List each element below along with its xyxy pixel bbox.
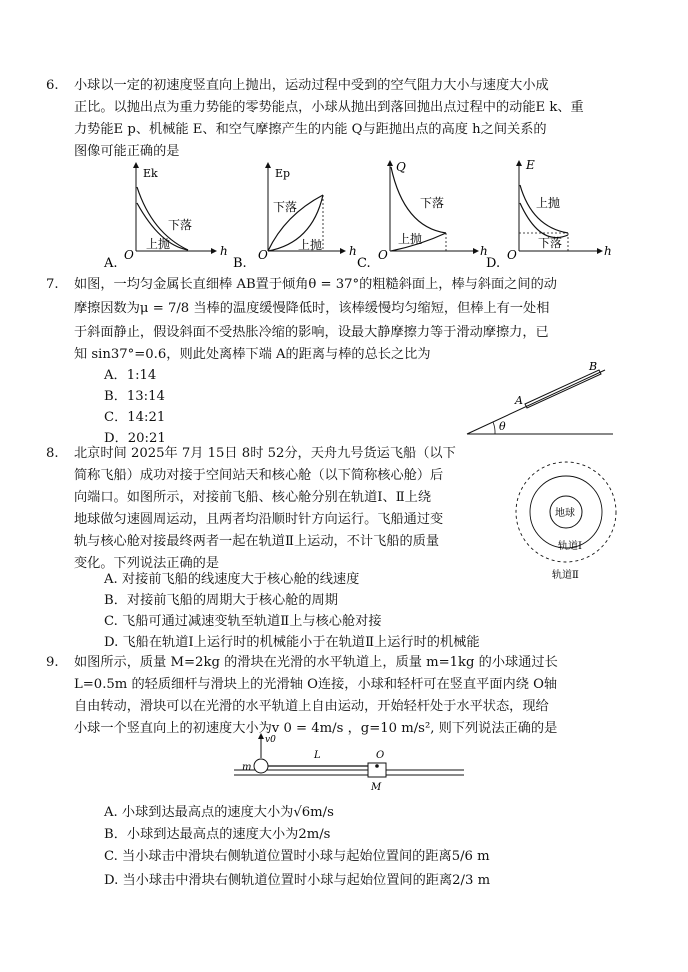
question-text-line: 如图，一均匀金属长直细棒 AB置于倾角θ = 37°的粗糙斜面上，棒与斜面之间的动 (74, 277, 557, 292)
graph-down-label: 下落 (273, 200, 298, 214)
graph-ylabel: Q (396, 160, 406, 174)
graph-ylabel: E (526, 158, 535, 172)
graph-up-label: 上抛 (398, 232, 423, 246)
graph-letter: A. (104, 256, 118, 271)
graph-origin: O (124, 248, 134, 262)
graph-c (357, 160, 488, 271)
point-a-label: A (515, 394, 523, 407)
q7-incline-figure (465, 358, 615, 438)
q8-orbit-figure (508, 452, 638, 582)
option-a[interactable]: A. 小球到达最高点的速度大小为√6m/s (104, 805, 334, 820)
earth-label: 地球 (555, 508, 575, 519)
q6-graphs (0, 155, 688, 275)
option-d[interactable]: D. 当小球击中滑块右侧轨道位置时小球与起始位置间的距离2/3 m (104, 873, 491, 888)
question-text-line: 北京时间 2025年 7月 15日 8时 52分，天舟九号货运飞船（以下 (74, 446, 456, 461)
graph-origin: O (507, 248, 517, 262)
question-text-line: L=0.5m 的轻质细杆与滑块上的光滑轴 O连接，小球和轻杆可在竖直平面内绕 O轴 (74, 677, 558, 692)
theta-label: θ (499, 420, 506, 433)
question-text-line: 于斜面静止，假设斜面不受热胀冷缩的影响，设最大静摩擦力等于滑动摩擦力，已 (74, 325, 549, 340)
graph-down-label: 下落 (168, 218, 193, 232)
option-b[interactable]: B．13:14 (104, 389, 165, 404)
rod-length-label: L (314, 750, 321, 761)
point-b-label: B (589, 360, 598, 373)
graph-origin: O (258, 248, 268, 262)
ball-mass-label: m (242, 762, 252, 773)
v0-label: v0 (265, 735, 276, 745)
orbit-2-label: 轨道Ⅱ (552, 570, 579, 581)
graph-ylabel: Ep (275, 167, 291, 180)
question-number: 6. (46, 78, 59, 93)
option-b[interactable]: B．对接前飞船的周期大于核心舱的周期 (104, 593, 338, 608)
question-text-line: 简称飞船）成功对接于空间站天和核心舱（以下简称核心舱）后 (74, 468, 444, 483)
question-text-line: 向端口。如图所示，对接前飞船、核心舱分别在轨道Ⅰ、Ⅱ上绕 (74, 490, 432, 505)
graph-a (103, 163, 228, 271)
option-d[interactable]: D. 飞船在轨道Ⅰ上运行时的机械能小于在轨道Ⅱ上运行时的机械能 (104, 635, 480, 650)
question-text-line: 轨与核心舱对接最终两者一起在轨道Ⅱ上运动，不计飞船的质量 (74, 534, 440, 549)
option-a[interactable]: A．1:14 (104, 368, 157, 383)
graph-down-label: 下落 (420, 196, 445, 210)
graph-origin: O (378, 248, 388, 262)
option-b[interactable]: B．小球到达最高点的速度大小为2m/s (104, 827, 331, 842)
graph-up-label: 上抛 (146, 237, 171, 251)
orbit-1-label: 轨道Ⅰ (558, 541, 582, 552)
graph-xlabel: h (480, 244, 488, 258)
question-text-line: 摩擦因数为μ = 7/8 当棒的温度缓慢降低时，该棒缓慢均匀缩短，但棒上有一处相 (74, 301, 550, 316)
axis-o-label: O (376, 750, 385, 761)
graph-d (486, 158, 612, 271)
option-d[interactable]: D．20:21 (104, 431, 166, 446)
slider-mass-label: M (371, 782, 382, 792)
graph-xlabel: h (349, 244, 357, 258)
question-text-line: 知 sin37°=0.6，则此处离棒下端 A的距离与棒的总长之比为 (74, 347, 431, 362)
graph-up-label: 上抛 (536, 196, 561, 210)
graph-letter: B. (233, 256, 247, 271)
question-text-line: 变化。下列说法正确的是 (74, 556, 220, 571)
question-text-line: 图像可能正确的是 (74, 144, 180, 159)
option-c[interactable]: C. 当小球击中滑块右侧轨道位置时小球与起始位置间的距离5/6 m (104, 849, 490, 864)
graph-letter: D. (486, 256, 501, 271)
graph-up-label: 上抛 (298, 238, 323, 252)
question-number: 7. (46, 277, 59, 292)
question-number: 9. (46, 655, 59, 670)
graph-xlabel: h (220, 244, 228, 258)
graph-b (233, 163, 357, 271)
question-text-line: 地球做匀速圆周运动，且两者均沿顺时针方向运行。飞船通过变 (74, 512, 444, 527)
graph-ylabel: Ek (143, 167, 158, 180)
question-text-line: 小球以一定的初速度竖直向上抛出，运动过程中受到的空气阻力大小与速度大小成 (74, 78, 549, 93)
graph-down-label: 下落 (538, 236, 563, 250)
question-text-line: 如图所示，质量 M=2kg 的滑块在光滑的水平轨道上，质量 m=1kg 的小球通过长 (74, 655, 558, 670)
question-text-line: 小球一个竖直向上的初速度大小为v 0 = 4m/s ，g=10 m/s², 则下列说法正确的是 (74, 721, 558, 736)
question-text-line: 力势能E p、机械能 E、和空气摩擦产生的内能 Q与距抛出点的高度 h之间关系的 (74, 122, 547, 137)
graph-xlabel: h (604, 244, 612, 258)
question-number: 8. (46, 446, 59, 461)
q9-slider-figure (232, 730, 472, 792)
option-c[interactable]: C．14:21 (104, 410, 166, 425)
question-text-line: 正比。以抛出点为重力势能的零势能点，小球从抛出到落回抛出点过程中的动能E k、重 (74, 100, 584, 115)
question-text-line: 自由转动，滑块可以在光滑的水平轨道上自由运动，开始轻杆处于水平状态，现给 (74, 699, 549, 714)
graph-letter: C. (357, 256, 371, 271)
option-a[interactable]: A. 对接前飞船的线速度大于核心舱的线速度 (104, 572, 360, 587)
option-c[interactable]: C. 飞船可通过减速变轨至轨道Ⅱ上与核心舱对接 (104, 614, 382, 629)
